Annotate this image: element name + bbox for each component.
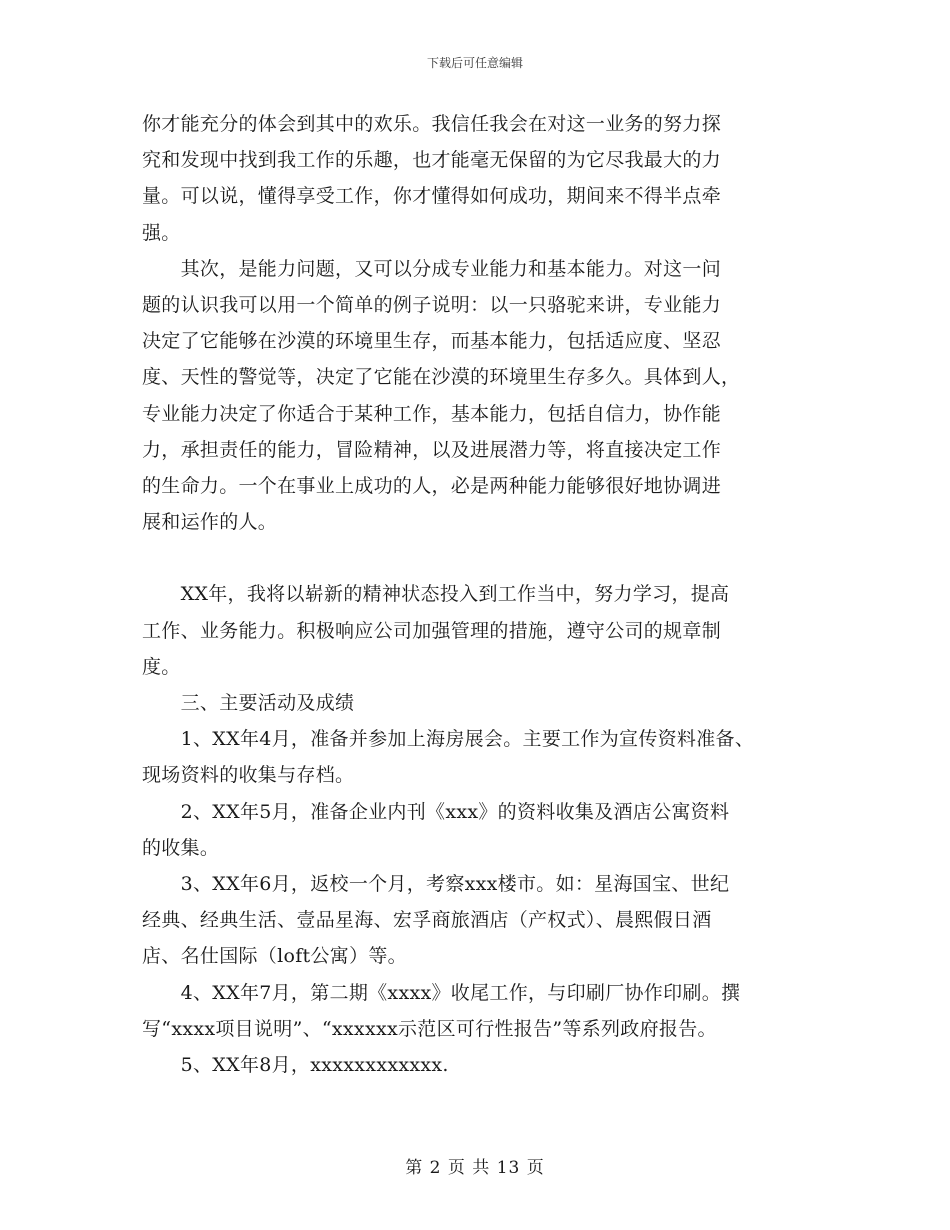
text-line: 展和运作的人。 bbox=[142, 511, 278, 534]
paragraph-3 bbox=[142, 576, 814, 685]
page-header: 下载后可任意编辑 bbox=[426, 56, 523, 70]
text-line: 的生命力。一个在事业上成功的人，必是两种能力能够很好地协调进 bbox=[142, 475, 722, 498]
activity-item-3 bbox=[142, 866, 814, 975]
text-line: XX年，我将以崭新的精神状态投入到工作当中，努力学习，提高 bbox=[142, 583, 730, 606]
section-heading bbox=[142, 685, 814, 721]
text-line: 店、名仕国际（loft公寓）等。 bbox=[142, 945, 407, 968]
text-line: 3、XX年6月，返校一个月，考察xxx楼市。如：星海国宝、世纪 bbox=[142, 873, 730, 896]
text-line: 力，承担责任的能力，冒险精神，以及进展潜力等，将直接决定工作 bbox=[142, 438, 722, 461]
text-line: 你才能充分的体会到其中的欢乐。我信任我会在对这一业务的努力探 bbox=[142, 113, 722, 135]
page-number: 第 2 页 共 13 页 bbox=[405, 1158, 545, 1178]
text-line: 究和发现中找到我工作的乐趣，也才能毫无保留的为它尽我最大的力 bbox=[142, 149, 722, 172]
text-line: 度、天性的警觉等，决定了它能在沙漠的环境里生存多久。具体到人， bbox=[142, 366, 741, 389]
text-line: 量。可以说，懂得享受工作，你才懂得如何成功，期间来不得半点牵 bbox=[142, 185, 722, 208]
text-line: 经典、经典生活、壹品星海、宏孚商旅酒店（产权式）、晨熙假日酒 bbox=[142, 909, 712, 932]
text-line: 工作、业务能力。积极响应公司加强管理的措施，遵守公司的规章制 bbox=[142, 619, 722, 642]
text-line: 写“xxxx项目说明”、“xxxxxx示范区可行性报告”等系列政府报告。 bbox=[142, 1017, 717, 1040]
text-line: 5、XX年8月，xxxxxxxxxxxx. bbox=[142, 1054, 449, 1077]
paragraph-1 bbox=[142, 106, 814, 251]
activity-item-1 bbox=[142, 721, 814, 793]
text-line: 度。 bbox=[142, 655, 181, 678]
text-line: 1、XX年4月，准备并参加上海房展会。主要工作为宣传资料准备、 bbox=[142, 728, 755, 751]
text-line: 强。 bbox=[142, 221, 181, 244]
text-line: 其次，是能力问题，又可以分成专业能力和基本能力。对这一问 bbox=[142, 257, 722, 280]
text-line: 现场资料的收集与存档。 bbox=[142, 764, 355, 787]
text-line: 三、主要活动及成绩 bbox=[142, 692, 355, 715]
text-line: 的收集。 bbox=[142, 836, 220, 859]
document-body bbox=[142, 106, 814, 1083]
activity-item-2 bbox=[142, 794, 814, 866]
text-line: 决定了它能够在沙漠的环境里生存，而基本能力，包括适应度、坚忍 bbox=[142, 330, 722, 353]
activity-item-4 bbox=[142, 975, 814, 1047]
paragraph-spacer bbox=[142, 540, 814, 576]
paragraph-2 bbox=[142, 251, 814, 541]
text-line: 专业能力决定了你适合于某种工作，基本能力，包括自信力，协作能 bbox=[142, 402, 722, 425]
text-line: 2、XX年5月，准备企业内刊《xxx》的资料收集及酒店公寓资料 bbox=[142, 800, 730, 823]
text-line: 题的认识我可以用一个简单的例子说明：以一只骆驼来讲，专业能力 bbox=[142, 294, 722, 317]
activity-item-5 bbox=[142, 1047, 814, 1083]
text-line: 4、XX年7月，第二期《xxxx》收尾工作，与印刷厂协作印刷。撰 bbox=[142, 981, 741, 1004]
